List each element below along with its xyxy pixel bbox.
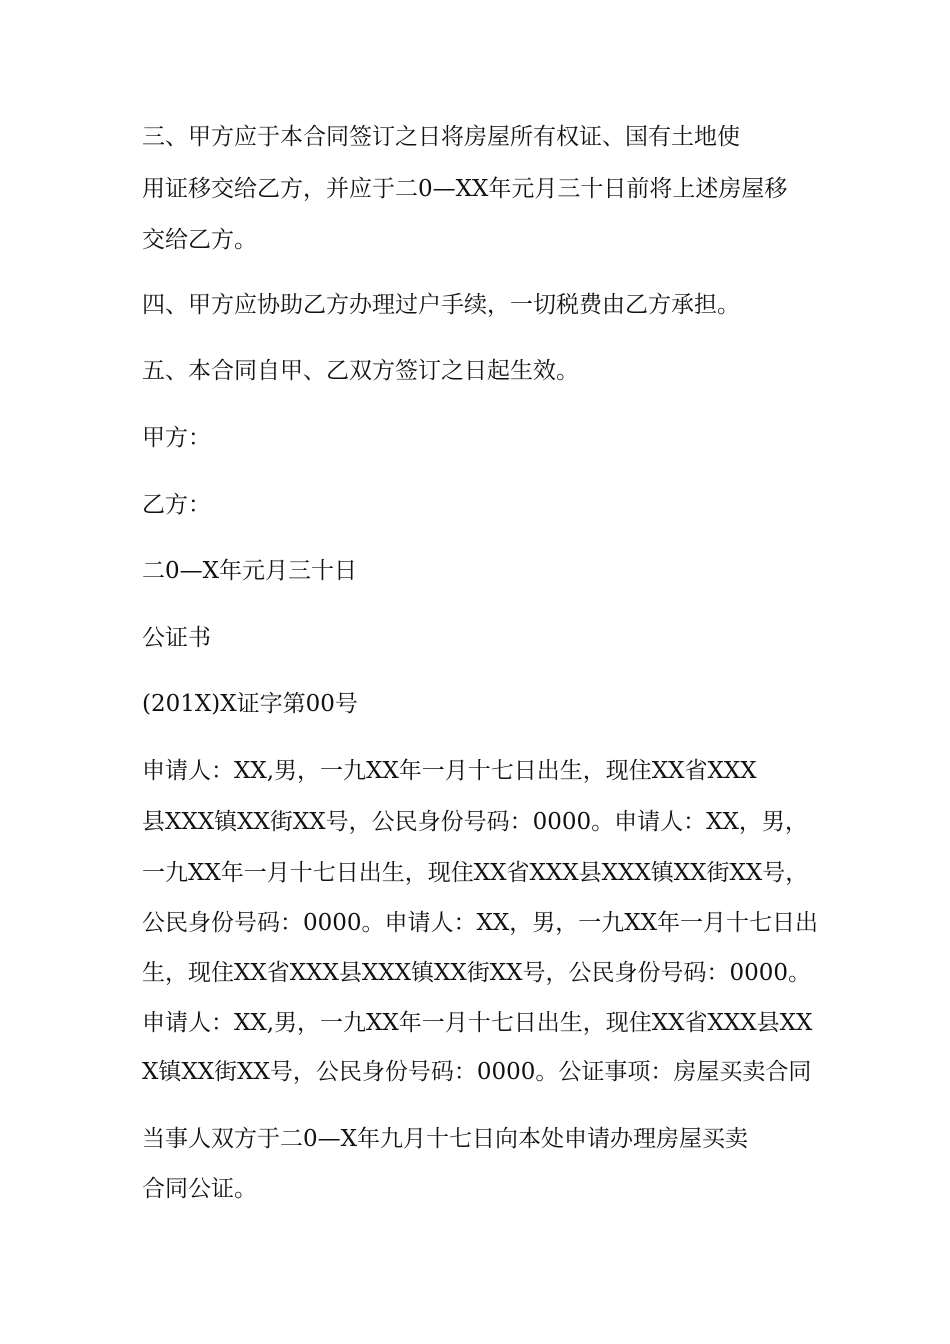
applicant-paragraph-line-6: 申请人：XX,男，一九XX年一月十七日出生，现住XX省XXX县XX (142, 1010, 813, 1036)
applicant-paragraph-line-7: X镇XX街XX号，公民身份号码：0000。公证事项：房屋买卖合同 (142, 1059, 812, 1085)
applicant-paragraph-line-4: 公民身份号码：0000。申请人：XX，男，一九XX年一月十七日出 (142, 910, 819, 936)
paragraph-1-line-3: 交给乙方。 (142, 227, 257, 253)
applicant-paragraph-line-1: 申请人：XX,男，一九XX年一月十七日出生，现住XX省XXX (142, 758, 757, 784)
paragraph-2-line-1: 四、甲方应协助乙方办理过户手续，一切税费由乙方承担。 (142, 292, 740, 318)
certificate-number: (201X)X证字第00号 (142, 691, 358, 717)
paragraph-1-line-2: 用证移交给乙方，并应于二0—XX年元月三十日前将上述房屋移 (142, 176, 788, 202)
paragraph-1-line-1: 三、甲方应于本合同签订之日将房屋所有权证、国有土地使 (142, 124, 740, 150)
applicant-paragraph-line-3: 一九XX年一月十七日出生，现住XX省XXX县XXX镇XX街XX号， (142, 860, 809, 886)
application-paragraph-line-2: 合同公证。 (142, 1176, 257, 1202)
notarial-certificate-title: 公证书 (142, 625, 211, 651)
party-a-label: 甲方： (142, 425, 211, 451)
contract-date: 二0—X年元月三十日 (142, 558, 358, 584)
applicant-paragraph-line-5: 生，现住XX省XXX县XXX镇XX街XX号，公民身份号码：0000。 (142, 960, 812, 986)
applicant-paragraph-line-2: 县XXX镇XX街XX号，公民身份号码：0000。申请人：XX，男， (142, 809, 808, 835)
paragraph-3-line-1: 五、本合同自甲、乙双方签订之日起生效。 (142, 358, 579, 384)
application-paragraph-line-1: 当事人双方于二0—X年九月十七日向本处申请办理房屋买卖 (142, 1126, 749, 1152)
party-b-label: 乙方： (142, 492, 211, 518)
